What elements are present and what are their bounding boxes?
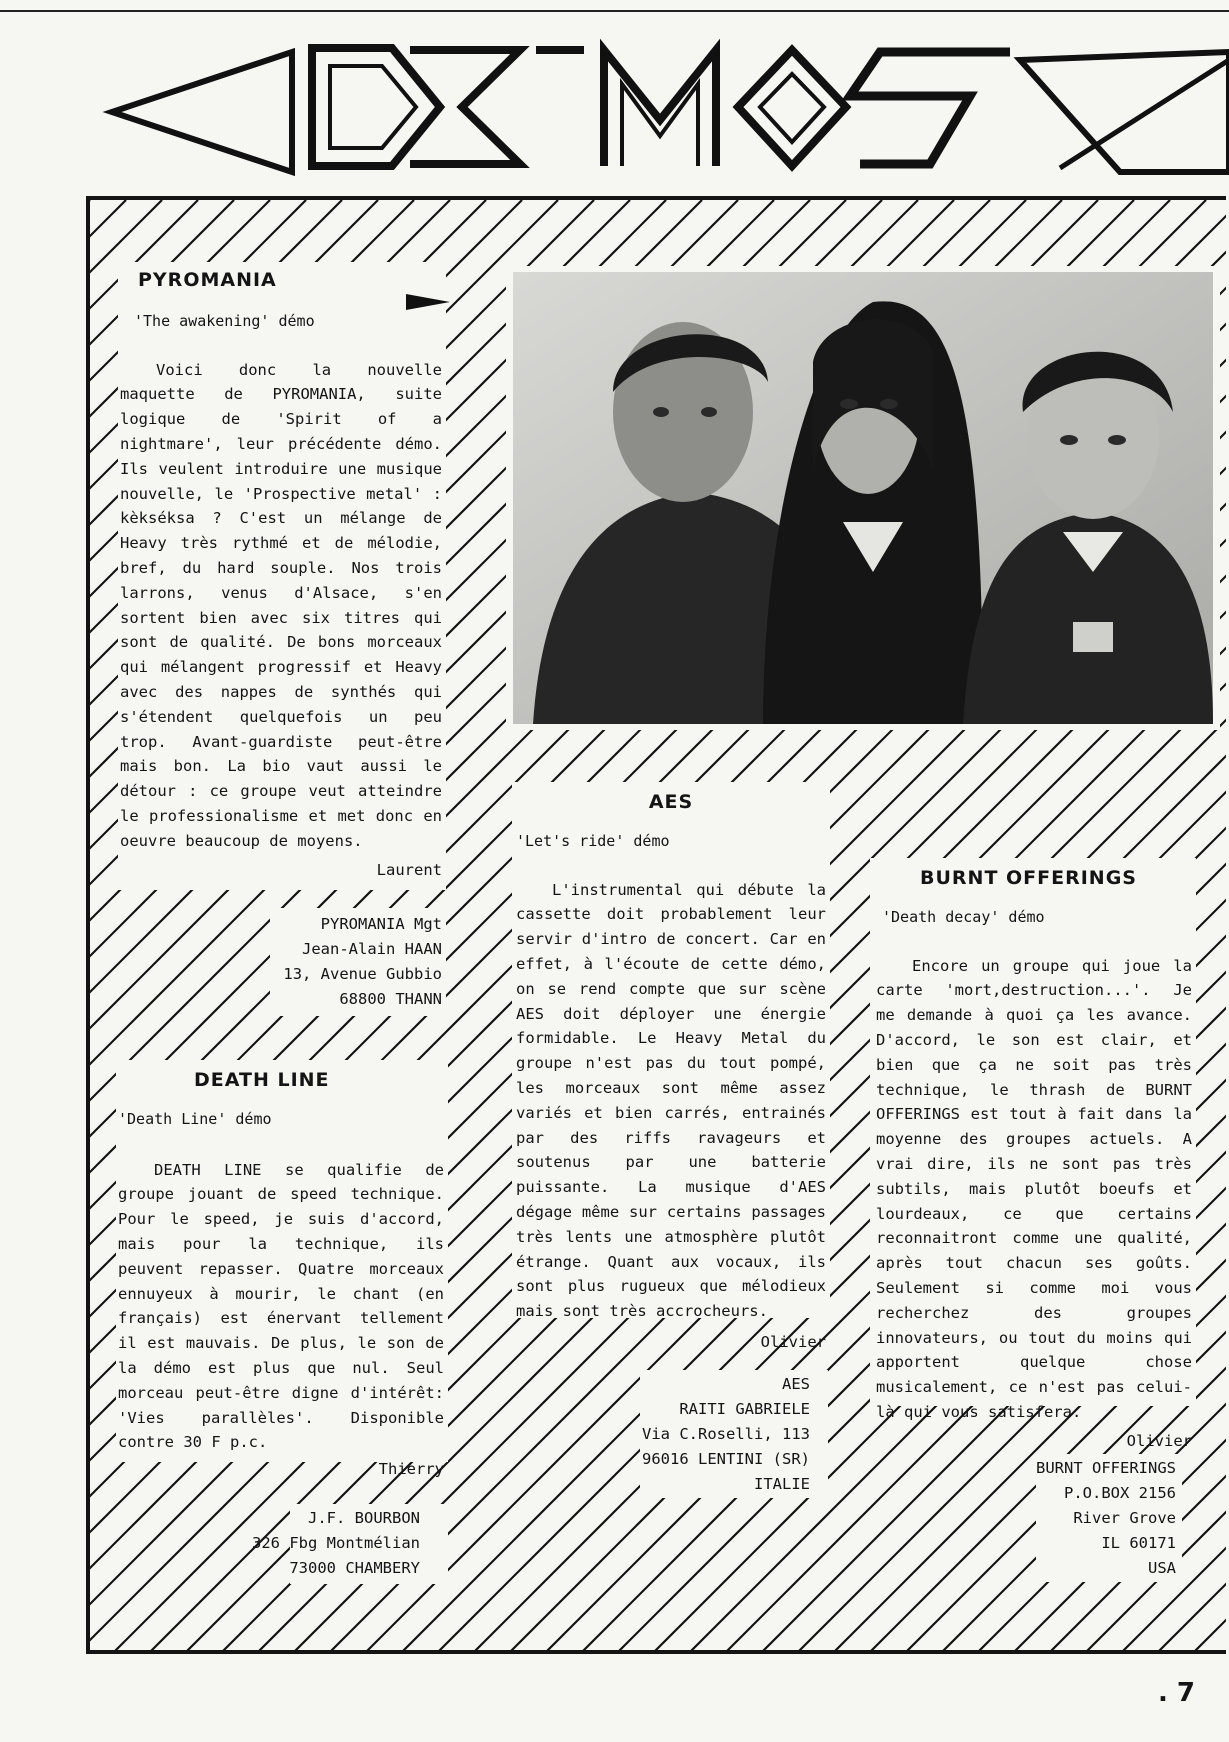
deathline-address <box>250 1506 420 1581</box>
address-line: 73000 CHAMBERY <box>289 1559 420 1577</box>
burnt-offerings-address <box>1000 1456 1176 1581</box>
review-body: Voici donc la nouvelle maquette de PYROMANIA, suite logique de 'Spirit of a nightmare', leur précédente démo. Ils veulent introduire une musique nouvelle, le 'Prospective metal' : kèkséksa ? C'est un mélange de Heavy très rythmé et de mélodie, bref, du hard souple. Nos trois larrons, venus d'Alsace, s'en sortent bien avec six titres qui sont de qualité. De bons morceaux qui mélangent progressif et Heavy avec des nappes de synthés qui s'étendent quelquefois un peu trop. Avant-guardiste peut-être mais bon. La bio vaut aussi le détour : ce groupe veut atteindre le professionalisme et met donc en oeuvre beaucoup de moyens. <box>120 360 442 850</box>
page-number: . 7 <box>1158 1678 1196 1708</box>
review-author: Olivier <box>1126 1431 1192 1450</box>
review-author: Laurent <box>376 860 442 879</box>
review-body: Encore un groupe qui joue la carte 'mort,destruction...'. Je me demande à quoi ça les avance. D'accord, le son est clair, et bien que ça ne soit pas très technique, le thrash de BURNT OFFERINGS est tout à fait dans la moyenne des groupes actuels. A vrai dire, ils ne sont pas très subtils, mais plutôt boeufs et lourdeaux, ce que certains reconnaitront comme une qualité, après tout chacun ses goûts. Seulement si comme moi vous recherchez des groupes innovateurs, ou tout du moins qui apportent quelque chose musicalement, ce n'est pas celui-là qui vous satisfera. <box>876 956 1192 1421</box>
address-line: 326 Fbg Montmélian <box>252 1534 420 1552</box>
address-line: AES <box>782 1375 810 1393</box>
address-line: J.F. BOURBON <box>308 1509 420 1527</box>
band-name: DEATH LINE <box>194 1069 330 1091</box>
review-author: Olivier <box>760 1332 826 1351</box>
review-aes <box>516 790 826 1355</box>
band-photo <box>513 272 1213 724</box>
address-line: USA <box>1148 1559 1176 1577</box>
review-pyromania <box>120 268 442 882</box>
pyromania-address <box>250 912 442 1012</box>
address-line: RAITI GABRIELE <box>679 1400 810 1418</box>
address-line: BURNT OFFERINGS <box>1036 1459 1176 1477</box>
review-body: DEATH LINE se qualifie de groupe jouant de speed technique. Pour le speed, je suis d'accord, mais pour la technique, ils peuvent repasser. Quatre morceaux ennuyeux à mourir, le chant (en français) est énervant tellement il est mauvais. De plus, le son de la démo est plus que nul. Seul morceau peut-être digne d'intérêt: 'Vies parallèles'. Disponible contre 30 F p.c. <box>118 1160 444 1452</box>
review-deathline <box>118 1068 444 1482</box>
address-line: Via C.Roselli, 113 <box>642 1425 810 1443</box>
address-line: ITALIE <box>754 1475 810 1493</box>
address-line: Jean-Alain HAAN <box>302 940 442 958</box>
release-title: 'Death Line' démo <box>118 1109 272 1128</box>
release-title: 'The awakening' démo <box>134 311 315 330</box>
band-name: AES <box>648 791 694 813</box>
address-line: River Grove <box>1073 1509 1176 1527</box>
band-name: BURNT OFFERINGS <box>920 867 1137 889</box>
release-title: 'Death decay' démo <box>882 907 1045 926</box>
band-name: PYROMANIA <box>138 269 277 291</box>
address-line: 96016 LENTINI (SR) <box>642 1450 810 1468</box>
address-line: PYROMANIA Mgt <box>320 915 442 933</box>
address-line: 13, Avenue Gubbio <box>283 965 442 983</box>
address-line: 68800 THANN <box>339 990 442 1008</box>
pointer-arrow-icon <box>404 290 452 314</box>
aes-address <box>610 1372 810 1497</box>
address-line: P.O.BOX 2156 <box>1064 1484 1176 1502</box>
review-author: Thierry <box>378 1460 444 1479</box>
demos-title-graphic <box>0 0 1229 190</box>
address-line: IL 60171 <box>1101 1534 1176 1552</box>
release-title: 'Let's ride' démo <box>516 831 670 850</box>
review-burnt-offerings <box>876 866 1192 1454</box>
review-body: L'instrumental qui débute la cassette doit probablement leur servir d'intro de concert. Car en effet, à l'écoute de cette démo, on se rend compte que sur scène AES doit déployer une énergie formidable. Le Heavy Metal du groupe n'est pas du tout pompé, les morceaux sont même assez variés et bien carrés, entrainés par des riffs ravageurs et soutenus par une batterie puissante. La musique d'AES dégage même sur certains passages très lents une atmosphère plutôt étrange. Quant aux vocaux, ils sont plus rugueux que mélodieux mais sont très accrocheurs. <box>516 880 826 1321</box>
